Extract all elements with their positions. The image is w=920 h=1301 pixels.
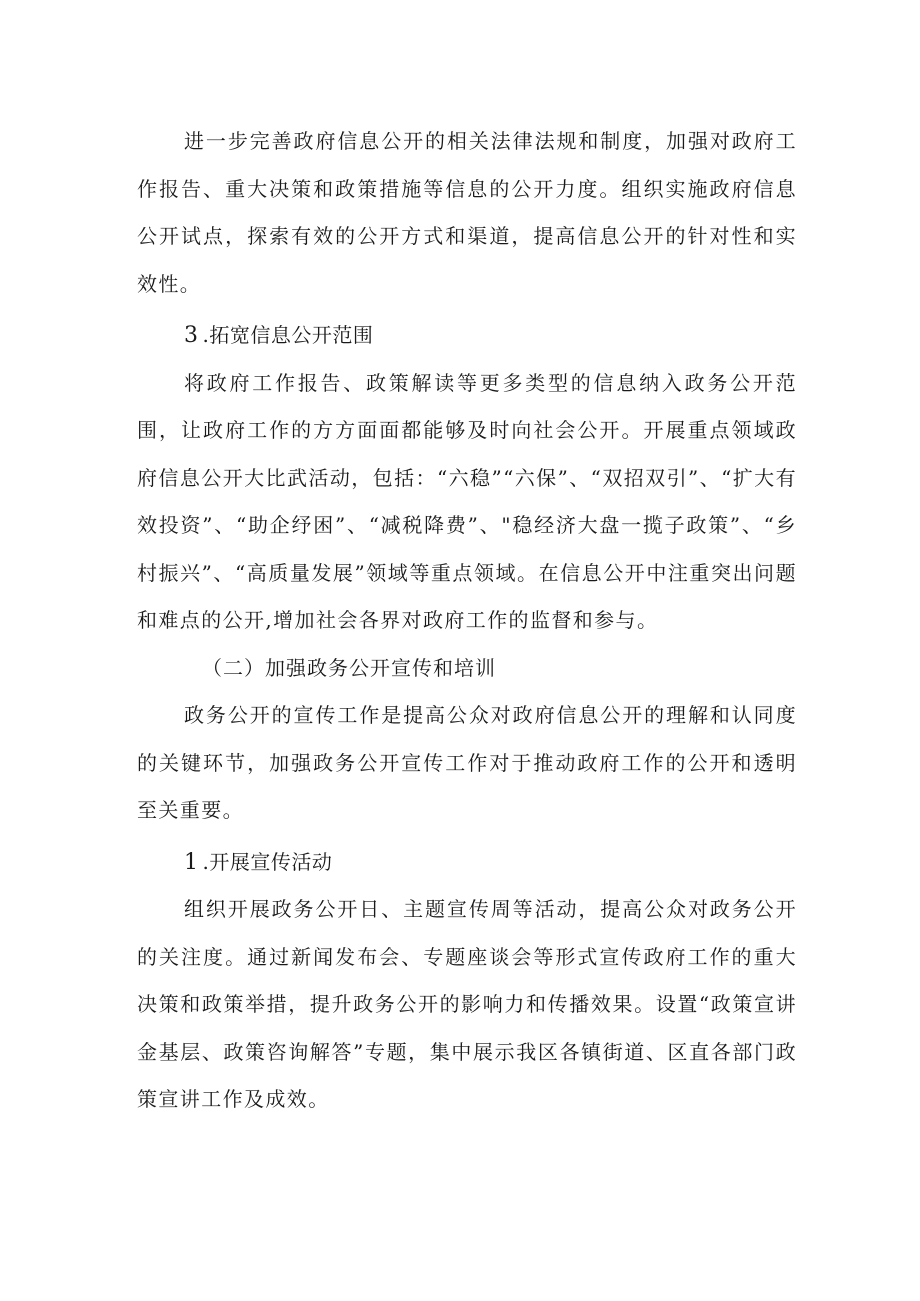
document-body [137,118,797,1124]
heading-publicity-activities [137,839,797,887]
section-heading-publicity-training: （二）加强政务公开宣传和培训 [202,655,496,680]
heading-text: .拓宽信息公开范围 [202,323,374,347]
heading-number: 3 [184,323,199,348]
paragraph-publicity-importance: 政务公开的宣传工作是提高公众对政府信息公开的理解和认同度的关键环节，加强政务公开宣传工作对于推动政府工作的公开和透明至关重要。 [137,703,797,822]
heading-expand-disclosure-scope [137,312,797,360]
paragraph-info-disclosure-laws: 进一步完善政府信息公开的相关法律法规和制度，加强对政府工作报告、重大决策和政策措施等信息的公开力度。组织实施政府信息公开试点，探索有效的公开方式和渠道，提高信息公开的针对性和实效性。 [137,129,797,296]
heading-number: 1 [184,849,199,875]
heading-text: .开展宣传活动 [202,849,333,874]
paragraph-publicity-activities: 组织开展政务公开日、主题宣传周等活动，提高公众对政务公开的关注度。通过新闻发布会、专题座谈会等形式宣传政府工作的重大决策和政策举措，提升政务公开的影响力和传播效果。设置“政策宣讲金基层、政策咨询解答”专题，集中展示我区各镇街道、区直各部门政策宣讲工作及成效。 [137,897,797,1111]
paragraph-expand-scope: 将政府工作报告、政策解读等更多类型的信息纳入政务公开范围，让政府工作的方方面面都能够及时向社会公开。开展重点领域政府信息公开大比武活动，包括：“六稳”“六保”、“双招双引”、“扩大有效投资”、“助企纾困”、“减税降费”、"稳经济大盘一揽子政策”、“乡村振兴”、“高质量发展”领域等重点领域。在信息公开中注重突出问题和难点的公开,增加社会各界对政府工作的监督和参与。 [137,370,797,632]
